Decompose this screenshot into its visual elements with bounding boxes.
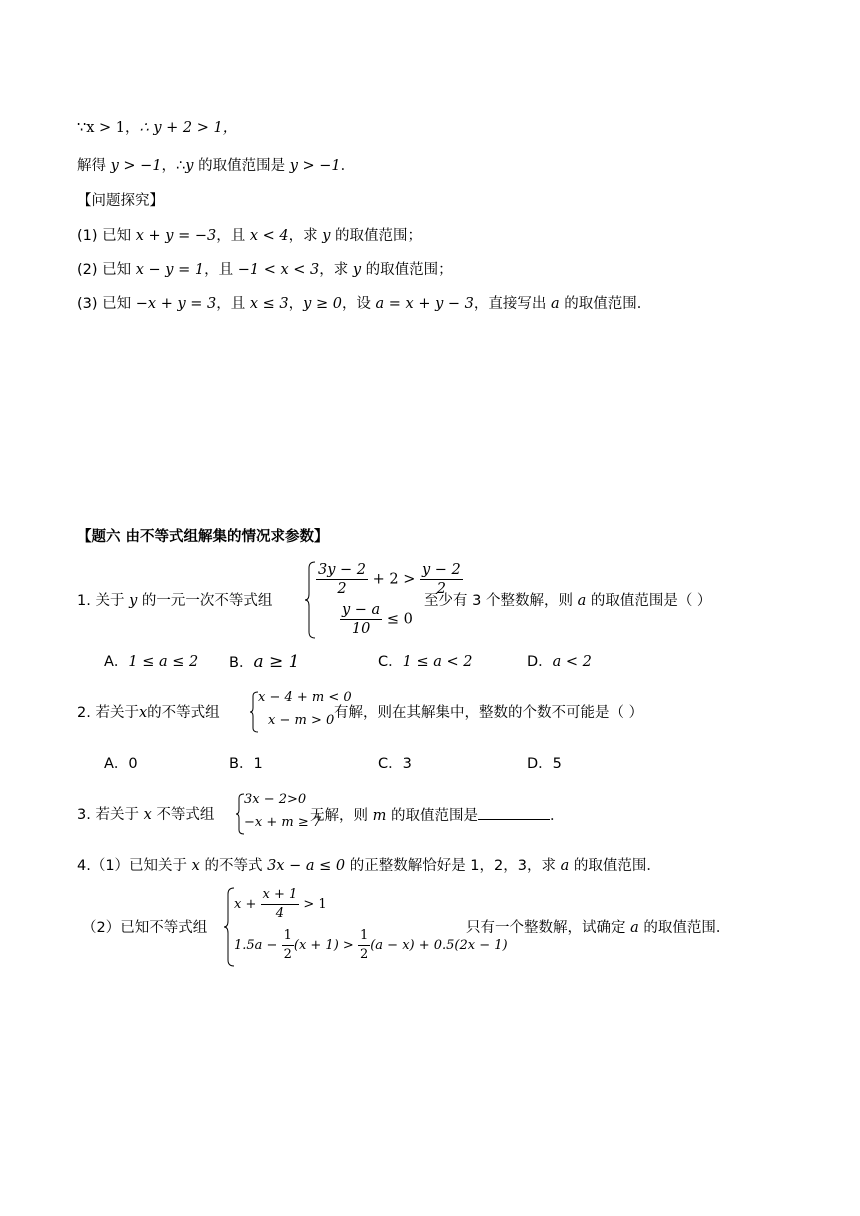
text: 的取值范围； xyxy=(330,228,423,244)
fraction xyxy=(358,927,370,964)
math: x + xyxy=(234,897,261,912)
text: 只有一个整数解，试确定 xyxy=(466,920,631,936)
text: ，且 xyxy=(204,262,238,278)
text: 的正整数解恰好是 1，2，3，求 xyxy=(345,858,561,874)
question-1 xyxy=(77,226,422,246)
math: y > −1 xyxy=(110,158,162,174)
text: 的取值范围是（ ） xyxy=(586,593,712,609)
option-c xyxy=(378,652,472,672)
text: 的不等式 xyxy=(199,858,268,874)
text: ， xyxy=(288,296,304,312)
text: ，直接写出 xyxy=(473,296,551,312)
inequality-2: −x + m ≥ 7 xyxy=(244,815,322,830)
label: C． xyxy=(378,654,403,670)
text: 的取值范围是 xyxy=(193,158,290,174)
math: > 1 xyxy=(299,897,327,912)
math: y xyxy=(322,228,331,244)
fraction xyxy=(282,927,294,964)
text: 3. 若关于 xyxy=(77,807,144,823)
math: 3x − a ≤ 0 xyxy=(267,858,346,874)
text: 的一元一次不等式组 xyxy=(137,593,273,609)
label: A． xyxy=(104,654,129,670)
problem-4-part-1 xyxy=(77,856,661,876)
problem-2-tail: 有解，则在其解集中，整数的个数不可能是（ ） xyxy=(334,705,644,721)
value: a ≥ 1 xyxy=(253,652,300,672)
problem-3-tail xyxy=(310,805,564,826)
math: y xyxy=(352,262,362,278)
math: x − y = 1 xyxy=(135,262,205,278)
math: a xyxy=(560,858,570,874)
problem-4-part-2-tail xyxy=(466,918,730,938)
text: 的取值范围． xyxy=(559,296,652,312)
math: x + y = −3 xyxy=(135,228,217,244)
option-a: A．0 xyxy=(104,756,138,772)
math: (a − x) + 0.5(2x − 1) xyxy=(370,938,508,953)
text: 的取值范围． xyxy=(569,858,661,874)
math: y > −1 xyxy=(289,158,341,174)
text: ，求 xyxy=(288,228,323,244)
numerator: 3y − 2 xyxy=(318,562,367,578)
text: ，∴ xyxy=(161,158,186,174)
numerator: 1 xyxy=(282,927,294,946)
fraction xyxy=(316,561,368,598)
problem-3-lead xyxy=(77,805,214,825)
text: (1) 已知 xyxy=(77,228,136,244)
text: ． xyxy=(549,808,565,824)
text: ，且 xyxy=(216,228,250,244)
value: 1 ≤ a ≤ 2 xyxy=(128,654,199,670)
text: 2. 若关于 xyxy=(77,705,139,721)
text: 至少有 3 个整数解，则 xyxy=(424,593,578,609)
inequality-2: x − m > 0 xyxy=(268,713,335,728)
text: ，设 xyxy=(341,296,376,312)
text: 不等式组 xyxy=(151,807,215,823)
given-x: ∵x > 1， xyxy=(77,120,140,136)
text: (3) 已知 xyxy=(77,296,136,312)
given-y: ∴ y + 2 > 1， xyxy=(139,120,238,136)
denominator: 2 xyxy=(359,947,369,962)
math: y ≥ 0 xyxy=(303,296,342,312)
text: 的取值范围． xyxy=(638,920,731,936)
inequality-1 xyxy=(234,886,327,923)
math: y xyxy=(185,158,194,174)
math: y xyxy=(129,593,138,609)
math: a = x + y − 3 xyxy=(375,296,474,312)
math: ≤ 0 xyxy=(382,611,413,628)
text: ，且 xyxy=(216,296,250,312)
math: −x + y = 3 xyxy=(135,296,217,312)
problem-4-part-2-lead: （2）已知不等式组 xyxy=(82,920,208,936)
text: ，求 xyxy=(319,262,353,278)
given-line xyxy=(77,118,237,138)
denominator: 2 xyxy=(283,947,292,962)
label: B． xyxy=(229,655,254,671)
numerator: 1 xyxy=(358,927,370,946)
text: (2) 已知 xyxy=(77,262,136,278)
option-b: B．1 xyxy=(229,756,263,772)
value: a < 2 xyxy=(552,654,592,670)
problem-2-lead xyxy=(77,703,220,723)
numerator: x + 1 xyxy=(261,886,300,905)
denominator: 2 xyxy=(337,581,347,597)
label: D． xyxy=(527,654,553,670)
math: x xyxy=(191,858,200,874)
fraction xyxy=(340,601,382,638)
section-title: 【题六 由不等式组解集的情况求参数】 xyxy=(77,529,329,545)
denominator: 10 xyxy=(351,621,371,637)
option-a xyxy=(104,652,198,672)
math: 1.5a − xyxy=(234,938,282,953)
math: x xyxy=(138,705,148,721)
section-heading: 【问题探究】 xyxy=(77,193,164,209)
text: 的取值范围； xyxy=(361,262,453,278)
text: 4.（1）已知关于 xyxy=(77,858,192,874)
denominator: 2 xyxy=(436,581,446,597)
problem-1-tail xyxy=(424,591,711,611)
option-d: D．5 xyxy=(527,756,562,772)
math: −1 < x < 3 xyxy=(237,262,320,278)
fraction xyxy=(261,886,300,923)
math: m xyxy=(372,808,387,824)
option-d xyxy=(527,652,592,672)
math: x ≤ 3 xyxy=(249,296,289,312)
solve-line xyxy=(77,156,355,176)
option-c: C．3 xyxy=(378,756,412,772)
math: x < 4 xyxy=(249,228,289,244)
math: x xyxy=(143,807,152,823)
text: 1. 关于 xyxy=(77,593,130,609)
math: a xyxy=(630,920,639,936)
inequality-2 xyxy=(340,601,413,638)
denominator: 4 xyxy=(275,906,285,921)
brace-icon xyxy=(303,560,317,640)
math: (x + 1) > xyxy=(293,938,358,953)
text: 无解，则 xyxy=(310,808,373,824)
inequality-1: 3x − 2>0 xyxy=(244,792,307,807)
text: 的不等式组 xyxy=(147,705,220,721)
math: + 2 > xyxy=(368,571,420,588)
text: 的取值范围是 xyxy=(386,808,478,824)
numerator: y − a xyxy=(342,602,381,618)
math: a xyxy=(577,593,587,609)
inequality-1: x − 4 + m < 0 xyxy=(258,690,352,705)
text: 解得 xyxy=(77,158,111,174)
problem-1-lead xyxy=(77,591,272,611)
text: ． xyxy=(340,158,356,174)
math: a xyxy=(551,296,560,312)
answer-blank[interactable] xyxy=(478,805,550,820)
question-2 xyxy=(77,260,453,280)
value: 1 ≤ a < 2 xyxy=(402,654,473,670)
question-3 xyxy=(77,294,651,314)
numerator: y − 2 xyxy=(421,562,461,578)
option-b xyxy=(229,652,299,673)
